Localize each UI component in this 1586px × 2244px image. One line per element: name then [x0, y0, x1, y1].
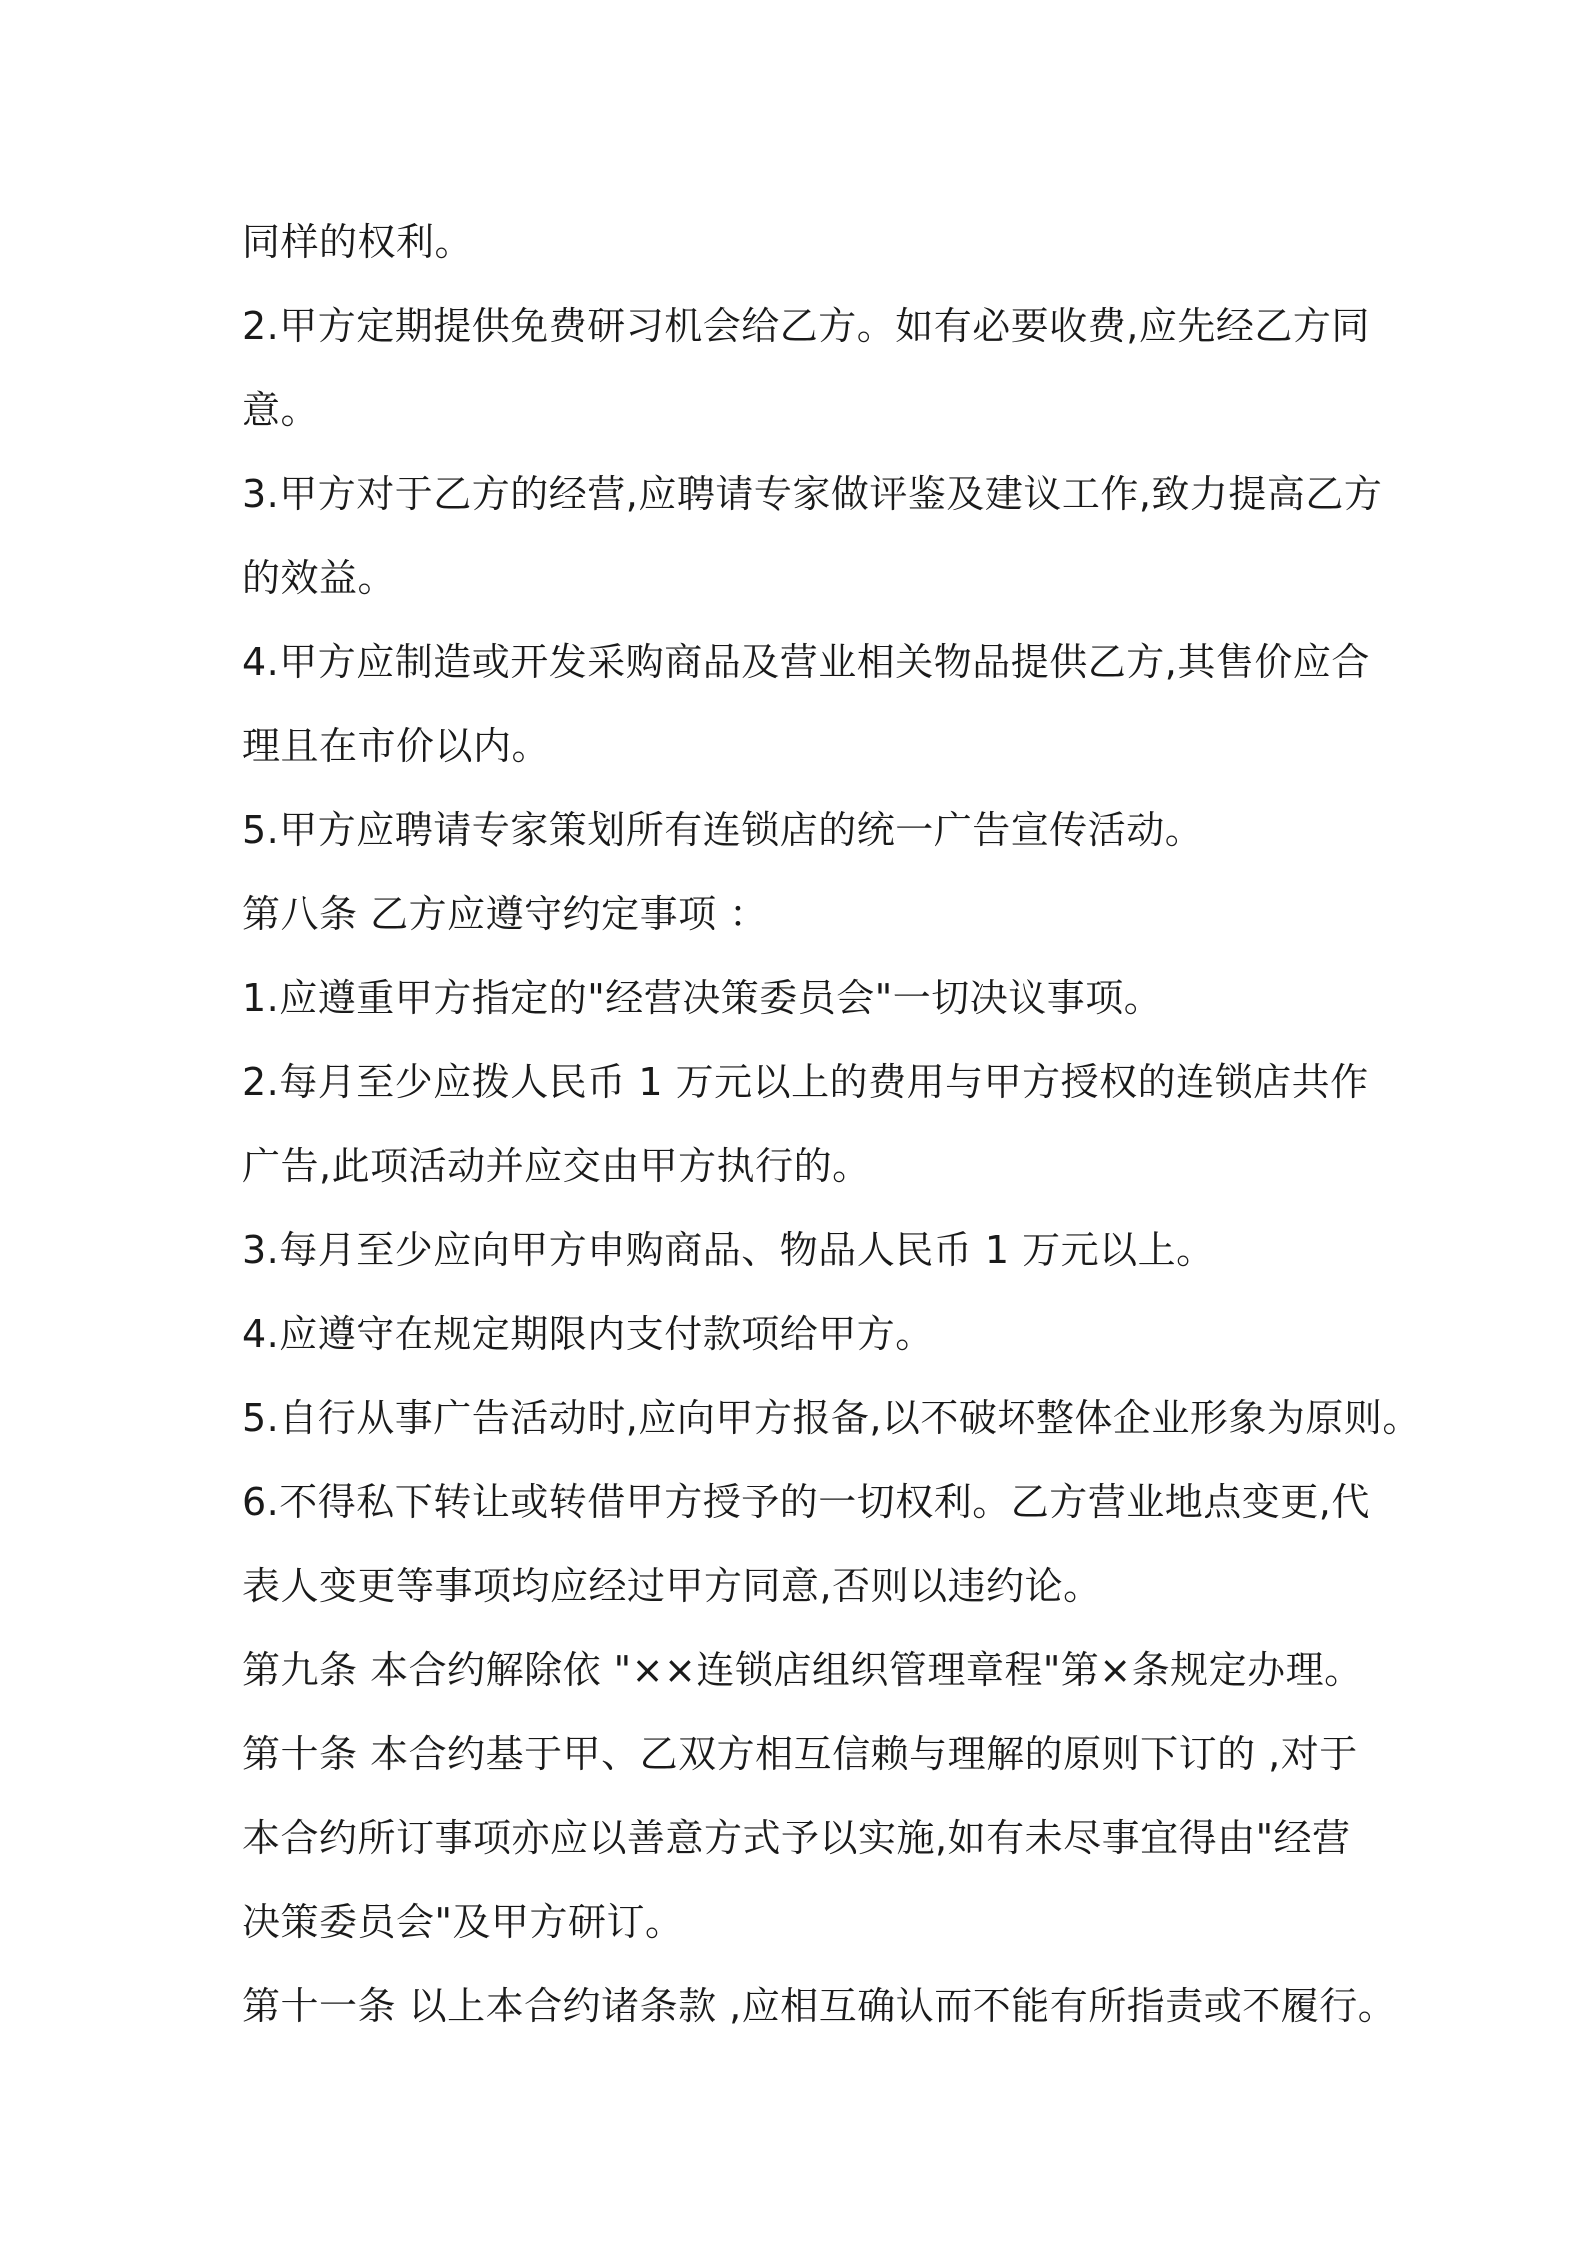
text-line: 同样的权利。	[242, 220, 474, 264]
article-heading: 第十条 本合约基于甲、乙双方相互信赖与理解的原则下订的 ,对于	[242, 1732, 1358, 1776]
article-heading: 第十一条 以上本合约诸条款 ,应相互确认而不能有所指责或不履行。	[242, 1984, 1397, 2028]
text-line: 本合约所订事项亦应以善意方式予以实施,如有未尽事宜得由"经营	[242, 1816, 1351, 1860]
text-line: 理且在市价以内。	[242, 724, 551, 768]
text-line: 3.甲方对于乙方的经营,应聘请专家做评鉴及建议工作,致力提高乙方	[242, 472, 1383, 516]
text-line: 广告,此项活动并应交由甲方执行的。	[242, 1144, 871, 1188]
text-line: 5.甲方应聘请专家策划所有连锁店的统一广告宣传活动。	[242, 808, 1204, 852]
text-line: 2.每月至少应拨人民币 1 万元以上的费用与甲方授权的连锁店共作	[242, 1060, 1369, 1104]
article-heading: 第九条 本合约解除依 "××连锁店组织管理章程"第×条规定办理。	[242, 1648, 1363, 1692]
text-line: 3.每月至少应向甲方申购商品、物品人民币 1 万元以上。	[242, 1228, 1215, 1272]
text-line: 4.应遵守在规定期限内支付款项给甲方。	[242, 1312, 934, 1356]
text-line: 6.不得私下转让或转借甲方授予的一切权利。乙方营业地点变更,代	[242, 1480, 1370, 1524]
text-line: 4.甲方应制造或开发采购商品及营业相关物品提供乙方,其售价应合	[242, 640, 1370, 684]
text-line: 意。	[242, 388, 320, 432]
text-line: 表人变更等事项均应经过甲方同意,否则以违约论。	[242, 1564, 1102, 1608]
text-line: 决策委员会"及甲方研订。	[242, 1900, 684, 1944]
article-heading: 第八条 乙方应遵守约定事项 ：	[242, 892, 768, 936]
text-line: 2.甲方定期提供免费研习机会给乙方。如有必要收费,应先经乙方同	[242, 304, 1370, 348]
text-line: 的效益。	[242, 556, 397, 600]
text-line: 1.应遵重甲方指定的"经营决策委员会"一切决议事项。	[242, 976, 1163, 1020]
document-body	[242, 200, 1421, 2048]
text-line: 5.自行从事广告活动时,应向甲方报备,以不破坏整体企业形象为原则。	[242, 1396, 1421, 1440]
